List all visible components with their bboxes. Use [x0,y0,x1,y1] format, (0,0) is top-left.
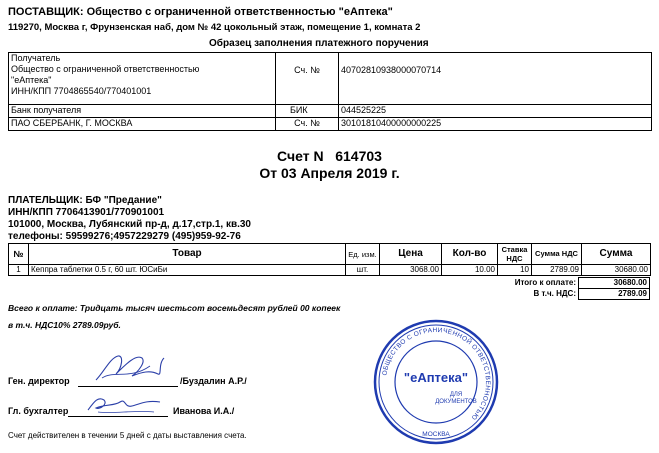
total-in-words: Всего к оплате: Тридцать тысяч шестьсот восемьдесят рублей 00 копеек [8,303,341,313]
payer-inn-kpp: ИНН/КПП 7706413901/770901001 [8,207,165,218]
company-stamp [372,318,500,446]
corr-account-label: Сч. № [276,118,339,131]
vat-in-words: в т.ч. НДС10% 2789.09руб. [8,320,121,330]
goods-table [8,243,651,276]
cell-unit: шт. [346,265,380,276]
payer-phones: телефоны: 59599276;4957229279 (495)959-92-76 [8,231,241,242]
table-row [9,265,651,276]
recipient-cell [9,53,276,105]
cell-price: 3068.00 [380,265,442,276]
director-name: /Буздалин А.Р./ [180,376,247,386]
accountant-signature-line [68,416,168,417]
validity-note: Счет действителен в течении 5 дней с даты выставления счета. [8,431,247,440]
account-label: Сч. № [276,53,339,105]
payer-block [8,195,251,243]
stamp-city: МОСКВА [422,431,450,438]
col-header-product: Товар [29,244,346,265]
director-label: Ген. директор [8,376,70,386]
cell-vat-rate: 10 [498,265,532,276]
sample-title: Образец заполнения платежного поручения [209,38,429,49]
cell-vat-sum: 2789.09 [532,265,582,276]
payer-address: 101000, Москва, Лубянский пр-д, д.17,стр.1, кв.30 [8,219,251,230]
bik-value: 044525225 [339,105,652,118]
corr-account-value: 30101810400000000225 [339,118,652,131]
recipient-label: Получатель [11,53,61,63]
accountant-name: Иванова И.А./ [173,406,235,416]
account-value: 40702810938000070714 [339,53,652,105]
stamp-ring-text: ОБЩЕСТВО С ОГРАНИЧЕННОЙ ОТВЕТСТВЕННОСТЬЮ [381,326,492,422]
director-signature-icon [92,350,167,386]
cell-number: 1 [9,265,29,276]
recipient-name-2: "еАптека" [11,75,52,85]
bank-name: ПАО СБЕРБАНК, Г. МОСКВА [9,118,276,131]
vat-value: 2789.09 [579,289,650,300]
bik-label: БИК [276,105,339,118]
accountant-signature-icon [84,392,164,416]
cell-qty: 10.00 [442,265,498,276]
stamp-for-2: ДОКУМЕНТОВ [435,399,477,405]
recipient-inn-kpp: ИНН/КПП 7704865540/770401001 [11,86,152,96]
col-header-number: № [9,244,29,265]
stamp-for-1: ДЛЯ [449,392,463,398]
totals-table [472,277,650,300]
payee-table [8,52,652,131]
goods-header-row [9,244,651,265]
vat-label: В т.ч. НДС: [533,289,576,298]
director-signature-line [78,386,178,387]
col-header-sum: Сумма [582,244,651,265]
supplier-line-1: ПОСТАВЩИК: Общество с ограниченной ответственностью "еАптека" [8,6,393,18]
bank-label: Банк получателя [9,105,276,118]
payer-name: ПЛАТЕЛЬЩИК: БФ "Предание" [8,195,162,206]
cell-sum: 30680.00 [582,265,651,276]
stamp-name: "еАптека" [403,370,469,385]
invoice-date: От 03 Апреля 2019 г. [259,165,400,181]
recipient-name-1: Общество с ограниченной ответственностью [11,64,200,74]
col-header-vat-rate: Ставка НДС [498,244,532,265]
col-header-qty: Кол-во [442,244,498,265]
col-header-price: Цена [380,244,442,265]
total-label: Итого к оплате: [514,278,576,287]
cell-product: Кеппра таблетки 0.5 г, 60 шт. ЮСиБи [29,265,346,276]
col-header-unit: Ед. изм. [346,244,380,265]
supplier-address: 119270, Москва г, Фрунзенская наб, дом № 42 цокольный этаж, помещение 1, комната 2 [8,22,421,33]
col-header-vat-sum: Сумма НДС [532,244,582,265]
total-value: 30680.00 [579,278,650,289]
accountant-label: Гл. бухгалтер [8,406,69,416]
invoice-number: Счет N 614703 [277,148,382,164]
